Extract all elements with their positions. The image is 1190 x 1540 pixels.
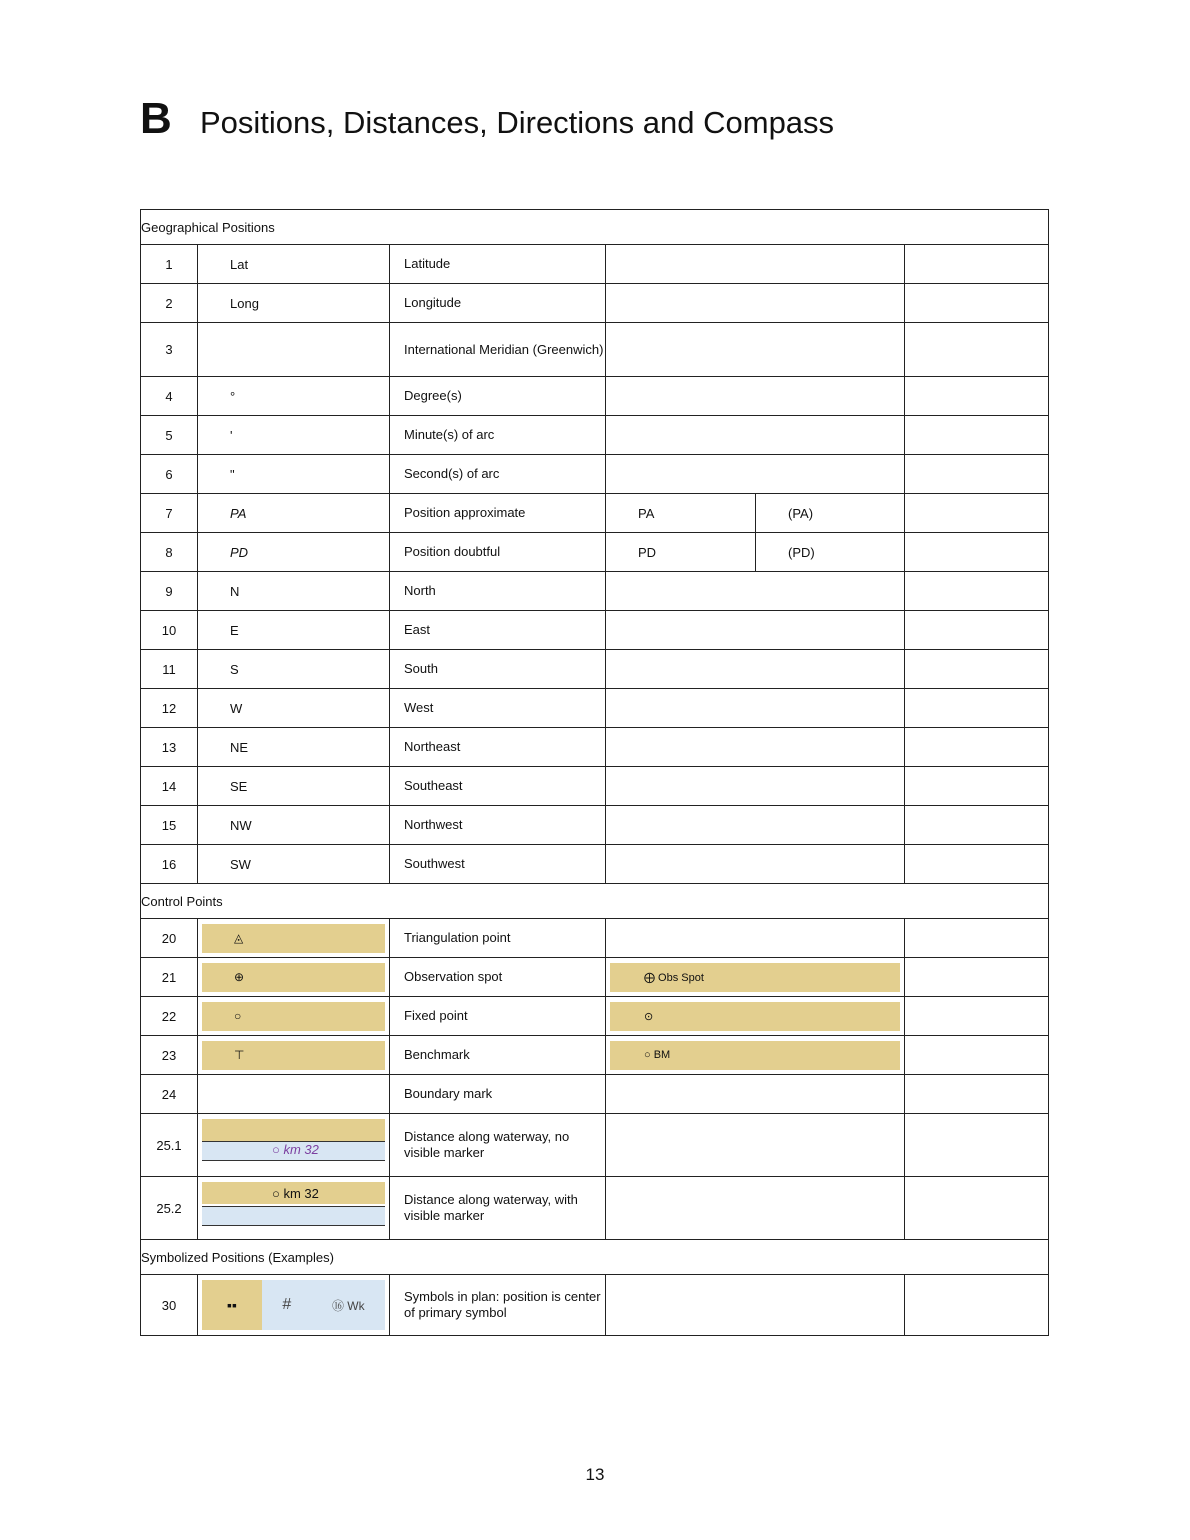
row-number: 13 xyxy=(141,728,198,767)
table-row xyxy=(141,284,1049,323)
section-header-control xyxy=(141,884,1049,919)
row-number: 2 xyxy=(141,284,198,323)
empty-cell xyxy=(905,1177,1049,1240)
row-number: 22 xyxy=(141,997,198,1036)
symbol-cell xyxy=(198,997,390,1036)
empty-cell xyxy=(606,416,905,455)
table-row xyxy=(141,1114,1049,1177)
meaning: Longitude xyxy=(390,284,606,323)
meaning: Distance along waterway, with visible marker xyxy=(390,1177,606,1240)
row-number: 30 xyxy=(141,1275,198,1336)
section-title: Symbolized Positions (Examples) xyxy=(141,1240,1049,1275)
empty-cell xyxy=(606,455,905,494)
empty-cell xyxy=(905,1114,1049,1177)
empty-cell xyxy=(905,377,1049,416)
meaning: Triangulation point xyxy=(390,919,606,958)
row-number: 7 xyxy=(141,494,198,533)
abbreviation: S xyxy=(198,650,390,689)
abbreviation: SW xyxy=(198,845,390,884)
section-title: Control Points xyxy=(141,884,1049,919)
alt-symbol: ○ BM xyxy=(610,1041,900,1070)
page-title: Positions, Distances, Directions and Compass xyxy=(200,105,835,140)
symbol-variant: PD xyxy=(606,533,756,572)
meaning: Symbols in plan: position is center of primary symbol xyxy=(390,1275,606,1336)
abbreviation xyxy=(198,323,390,377)
empty-cell xyxy=(905,455,1049,494)
row-number: 6 xyxy=(141,455,198,494)
meaning: East xyxy=(390,611,606,650)
abbreviation: N xyxy=(198,572,390,611)
row-number: 5 xyxy=(141,416,198,455)
meaning: North xyxy=(390,572,606,611)
meaning: Boundary mark xyxy=(390,1075,606,1114)
empty-cell xyxy=(905,245,1049,284)
row-number: 8 xyxy=(141,533,198,572)
abbreviation: ' xyxy=(198,416,390,455)
symbol-cell xyxy=(198,1275,390,1336)
table-row xyxy=(141,377,1049,416)
meaning: Latitude xyxy=(390,245,606,284)
symbol-cell xyxy=(198,1036,390,1075)
empty-cell xyxy=(905,611,1049,650)
empty-cell xyxy=(606,1114,905,1177)
table-row xyxy=(141,1275,1049,1336)
km-marker-label: ○ km 32 xyxy=(272,1186,319,1201)
row-number: 16 xyxy=(141,845,198,884)
meaning: Second(s) of arc xyxy=(390,455,606,494)
row-number: 10 xyxy=(141,611,198,650)
symbol-cell xyxy=(198,1075,390,1114)
empty-cell xyxy=(606,806,905,845)
empty-cell xyxy=(606,919,905,958)
row-number: 24 xyxy=(141,1075,198,1114)
empty-cell xyxy=(606,689,905,728)
empty-cell xyxy=(905,650,1049,689)
table-row xyxy=(141,919,1049,958)
abbreviation: Long xyxy=(198,284,390,323)
table-row xyxy=(141,323,1049,377)
table-row xyxy=(141,806,1049,845)
table-row xyxy=(141,689,1049,728)
abbreviation: NE xyxy=(198,728,390,767)
empty-cell xyxy=(905,1075,1049,1114)
row-number: 15 xyxy=(141,806,198,845)
meaning: International Meridian (Greenwich) xyxy=(390,323,606,377)
empty-cell xyxy=(606,1177,905,1240)
empty-cell xyxy=(606,284,905,323)
empty-cell xyxy=(905,767,1049,806)
row-number: 3 xyxy=(141,323,198,377)
table-row xyxy=(141,494,1049,533)
symbol-cell xyxy=(198,919,390,958)
meaning: Southeast xyxy=(390,767,606,806)
empty-cell xyxy=(606,845,905,884)
meaning: Fixed point xyxy=(390,997,606,1036)
empty-cell xyxy=(905,919,1049,958)
empty-cell xyxy=(905,494,1049,533)
symbols-table xyxy=(140,209,1049,1336)
km-marker-label: ○ km 32 xyxy=(272,1142,319,1157)
symbol-cell xyxy=(198,1177,390,1240)
row-number: 21 xyxy=(141,958,198,997)
section-letter: B xyxy=(140,94,172,143)
alt-symbol-cell xyxy=(606,1036,905,1075)
empty-cell xyxy=(606,728,905,767)
empty-cell xyxy=(606,572,905,611)
abbreviation: SE xyxy=(198,767,390,806)
meaning: South xyxy=(390,650,606,689)
row-number: 20 xyxy=(141,919,198,958)
wreck-symbol: ⑯ Wk xyxy=(331,1298,365,1313)
table-row xyxy=(141,1075,1049,1114)
table-row xyxy=(141,958,1049,997)
row-number: 14 xyxy=(141,767,198,806)
abbreviation: " xyxy=(198,455,390,494)
row-number: 9 xyxy=(141,572,198,611)
meaning: Northwest xyxy=(390,806,606,845)
alt-symbol-cell xyxy=(606,958,905,997)
empty-cell xyxy=(905,958,1049,997)
row-number: 12 xyxy=(141,689,198,728)
empty-cell xyxy=(905,284,1049,323)
empty-cell xyxy=(606,650,905,689)
meaning: Observation spot xyxy=(390,958,606,997)
empty-cell xyxy=(606,611,905,650)
meaning: Position doubtful xyxy=(390,533,606,572)
symbol-variant-alt: (PA) xyxy=(756,494,905,533)
meaning: Distance along waterway, no visible marker xyxy=(390,1114,606,1177)
abbreviation: ° xyxy=(198,377,390,416)
row-number: 25.1 xyxy=(141,1114,198,1177)
abbreviation: W xyxy=(198,689,390,728)
chart-symbol: ◬ xyxy=(202,924,385,953)
row-number: 23 xyxy=(141,1036,198,1075)
section-header-symbolized xyxy=(141,1240,1049,1275)
empty-cell xyxy=(905,806,1049,845)
empty-cell xyxy=(606,323,905,377)
table-row xyxy=(141,728,1049,767)
section-header-geo xyxy=(141,210,1049,245)
empty-cell xyxy=(905,416,1049,455)
table-row xyxy=(141,245,1049,284)
meaning: Northeast xyxy=(390,728,606,767)
row-number: 4 xyxy=(141,377,198,416)
building-symbol: ▪▪ xyxy=(202,1280,262,1330)
table-row xyxy=(141,650,1049,689)
alt-symbol-cell xyxy=(606,997,905,1036)
abbreviation: Lat xyxy=(198,245,390,284)
symbol-cell xyxy=(198,958,390,997)
empty-cell xyxy=(905,572,1049,611)
symbol-cell xyxy=(198,1114,390,1177)
empty-cell xyxy=(606,377,905,416)
row-number: 25.2 xyxy=(141,1177,198,1240)
empty-cell xyxy=(905,728,1049,767)
empty-cell xyxy=(606,245,905,284)
abbreviation: NW xyxy=(198,806,390,845)
abbreviation: PD xyxy=(198,533,390,572)
empty-cell xyxy=(905,845,1049,884)
chart-symbol: ⊕ xyxy=(202,963,385,992)
meaning: Position approximate xyxy=(390,494,606,533)
alt-symbol: ⊙ xyxy=(610,1002,900,1031)
alt-symbol: ⨁ Obs Spot xyxy=(610,963,900,992)
empty-cell xyxy=(905,997,1049,1036)
hash-symbol: # xyxy=(282,1296,292,1313)
page-number: 13 xyxy=(585,1465,605,1484)
chart-symbol: ○ xyxy=(202,1002,385,1031)
abbreviation: PA xyxy=(198,494,390,533)
table-row xyxy=(141,533,1049,572)
table-row xyxy=(141,997,1049,1036)
section-title: Geographical Positions xyxy=(141,210,1049,245)
meaning: Minute(s) of arc xyxy=(390,416,606,455)
waterway-symbol xyxy=(202,1182,385,1234)
table-row xyxy=(141,572,1049,611)
chart-symbol: ⊤ xyxy=(202,1041,385,1070)
row-number: 1 xyxy=(141,245,198,284)
meaning: Degree(s) xyxy=(390,377,606,416)
row-number: 11 xyxy=(141,650,198,689)
empty-cell xyxy=(905,1036,1049,1075)
table-row xyxy=(141,455,1049,494)
empty-cell xyxy=(905,689,1049,728)
empty-cell xyxy=(905,1275,1049,1336)
meaning: West xyxy=(390,689,606,728)
meaning: Southwest xyxy=(390,845,606,884)
symbol-variant-alt: (PD) xyxy=(756,533,905,572)
empty-cell xyxy=(606,1075,905,1114)
page-heading xyxy=(140,94,834,144)
plan-symbols xyxy=(202,1280,385,1330)
meaning: Benchmark xyxy=(390,1036,606,1075)
abbreviation: E xyxy=(198,611,390,650)
table-row xyxy=(141,416,1049,455)
empty-cell xyxy=(905,323,1049,377)
empty-cell xyxy=(606,767,905,806)
table-row xyxy=(141,1177,1049,1240)
table-row xyxy=(141,767,1049,806)
symbol-variant: PA xyxy=(606,494,756,533)
waterway-symbol xyxy=(202,1119,385,1171)
table-row xyxy=(141,1036,1049,1075)
empty-cell xyxy=(606,1275,905,1336)
table-row xyxy=(141,845,1049,884)
table-row xyxy=(141,611,1049,650)
water-area xyxy=(262,1280,385,1330)
empty-cell xyxy=(905,533,1049,572)
